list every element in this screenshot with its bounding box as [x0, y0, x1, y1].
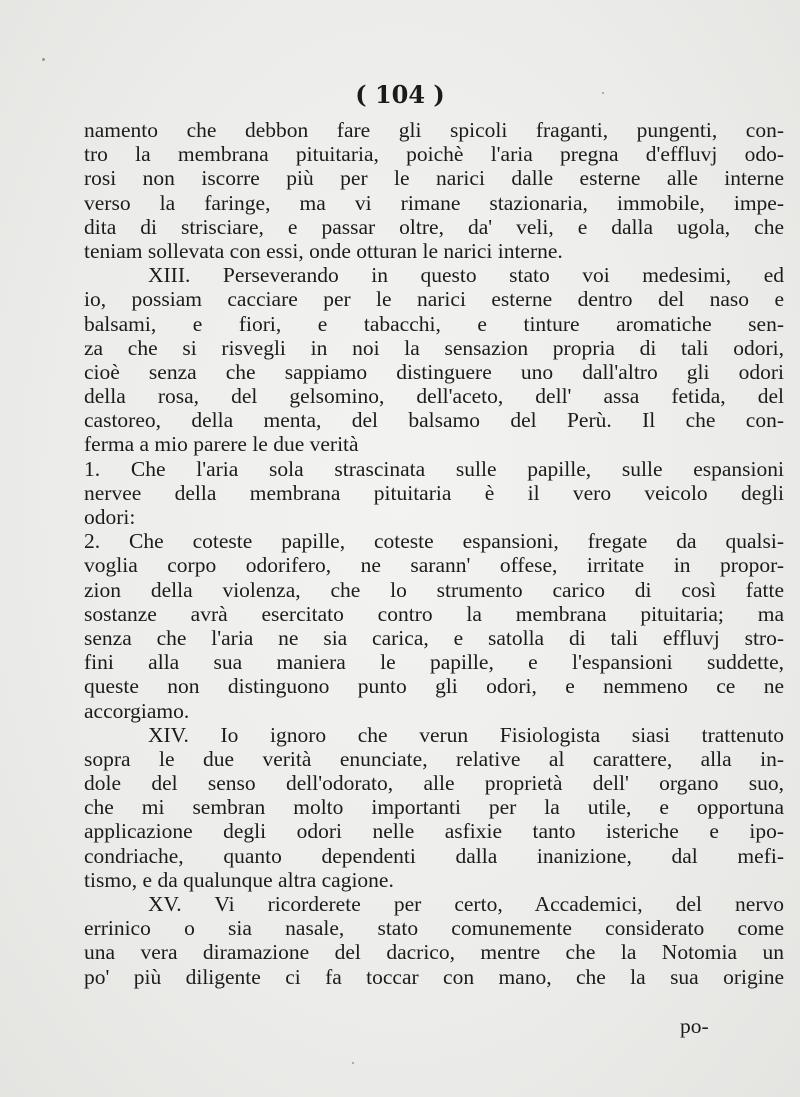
text-line: 2. Che coteste papille, coteste espansioni, fregate da qualsi- [84, 529, 784, 554]
text-line: dole del senso dell'odorato, alle proprietà dell' organo suo, [84, 771, 784, 796]
text-line: odori: [84, 505, 136, 529]
paper-speck [42, 58, 45, 61]
text-line: zion della violenza, che lo strumento carico di così fatte [84, 577, 784, 602]
text-line: za che si risvegli in noi la sensazion propria di tali odori, [84, 335, 784, 360]
text-line: nervee della membrana pituitaria è il vero veicolo degli [84, 480, 784, 505]
paper-speck [352, 1062, 354, 1064]
text-line: errinico o sia nasale, stato comunemente considerato come [84, 916, 784, 941]
text-line: io, possiam cacciare per le narici esterne dentro del naso e [84, 287, 784, 312]
text-line: po' più diligente ci fa toccar con mano, che la sua origine [84, 964, 784, 989]
text-line: voglia corpo odorifero, ne sarann' offese, irritate in propor- [84, 553, 784, 578]
text-line: cioè senza che sappiamo distinguere uno dall'altro gli odori [84, 359, 784, 384]
text-line: che mi sembran molto importanti per la utile, e opportuna [84, 795, 784, 820]
text-line: castoreo, della menta, del balsamo del Perù. Il che con- [84, 408, 784, 433]
text-line: condriache, quanto dependenti dalla inanizione, dal mefi- [84, 843, 784, 868]
text-line: tismo, e da qualunque altra cagione. [84, 867, 394, 892]
text-line: balsami, e fiori, e tabacchi, e tinture aromatiche sen- [84, 311, 784, 336]
text-line: namento che debbon fare gli spicoli fraganti, pungenti, con- [84, 118, 784, 142]
text-line: ferma a mio parere le due verità [84, 432, 359, 457]
text-line: XIV. Io ignoro che verun Fisiologista siasi trattenuto [148, 722, 784, 747]
text-line: XV. Vi ricorderete per certo, Accademici, del nervo [148, 892, 784, 916]
text-line: senza che l'aria ne sia carica, e satolla di tali effluvj stro- [84, 625, 784, 650]
text-line: della rosa, del gelsomino, dell'aceto, dell' assa fetida, del [84, 384, 784, 409]
text-line: queste non distinguono punto gli odori, e nemmeno ce ne [84, 674, 784, 699]
text-line: dita di strisciare, e passar oltre, da' veli, e dalla ugola, che [84, 214, 784, 239]
text-line: sostanze avrà esercitato contro la membrana pituitaria; ma [84, 601, 784, 626]
paper-speck [602, 92, 604, 94]
page-number: ( 104 ) [355, 80, 445, 109]
text-line: XIII. Perseverando in questo stato voi medesimi, ed [148, 263, 784, 288]
text-line: 1. Che l'aria sola strascinata sulle papille, sulle espansioni [84, 456, 784, 481]
text-line: rosi non iscorre più per le narici dalle esterne alle interne [84, 166, 784, 191]
text-line: applicazione degli odori nelle asfixie tanto isteriche e ipo- [84, 819, 784, 844]
body-text [84, 118, 784, 989]
text-line: tro la membrana pituitaria, poichè l'aria pregna d'effluvj odo- [84, 142, 784, 167]
text-line: accorgiamo. [84, 698, 190, 723]
text-line: una vera diramazione del dacrico, mentre che la Notomia un [84, 940, 784, 965]
text-line: verso la faringe, ma vi rimane stazionaria, immobile, impe- [84, 190, 784, 215]
text-line: sopra le due verità enunciate, relative al carattere, alla in- [84, 746, 784, 771]
text-line: teniam sollevata con essi, onde otturan le narici interne. [84, 238, 563, 263]
catchword: po- [680, 1014, 709, 1038]
text-line: fini alla sua maniera le papille, e l'espansioni suddette, [84, 650, 784, 675]
